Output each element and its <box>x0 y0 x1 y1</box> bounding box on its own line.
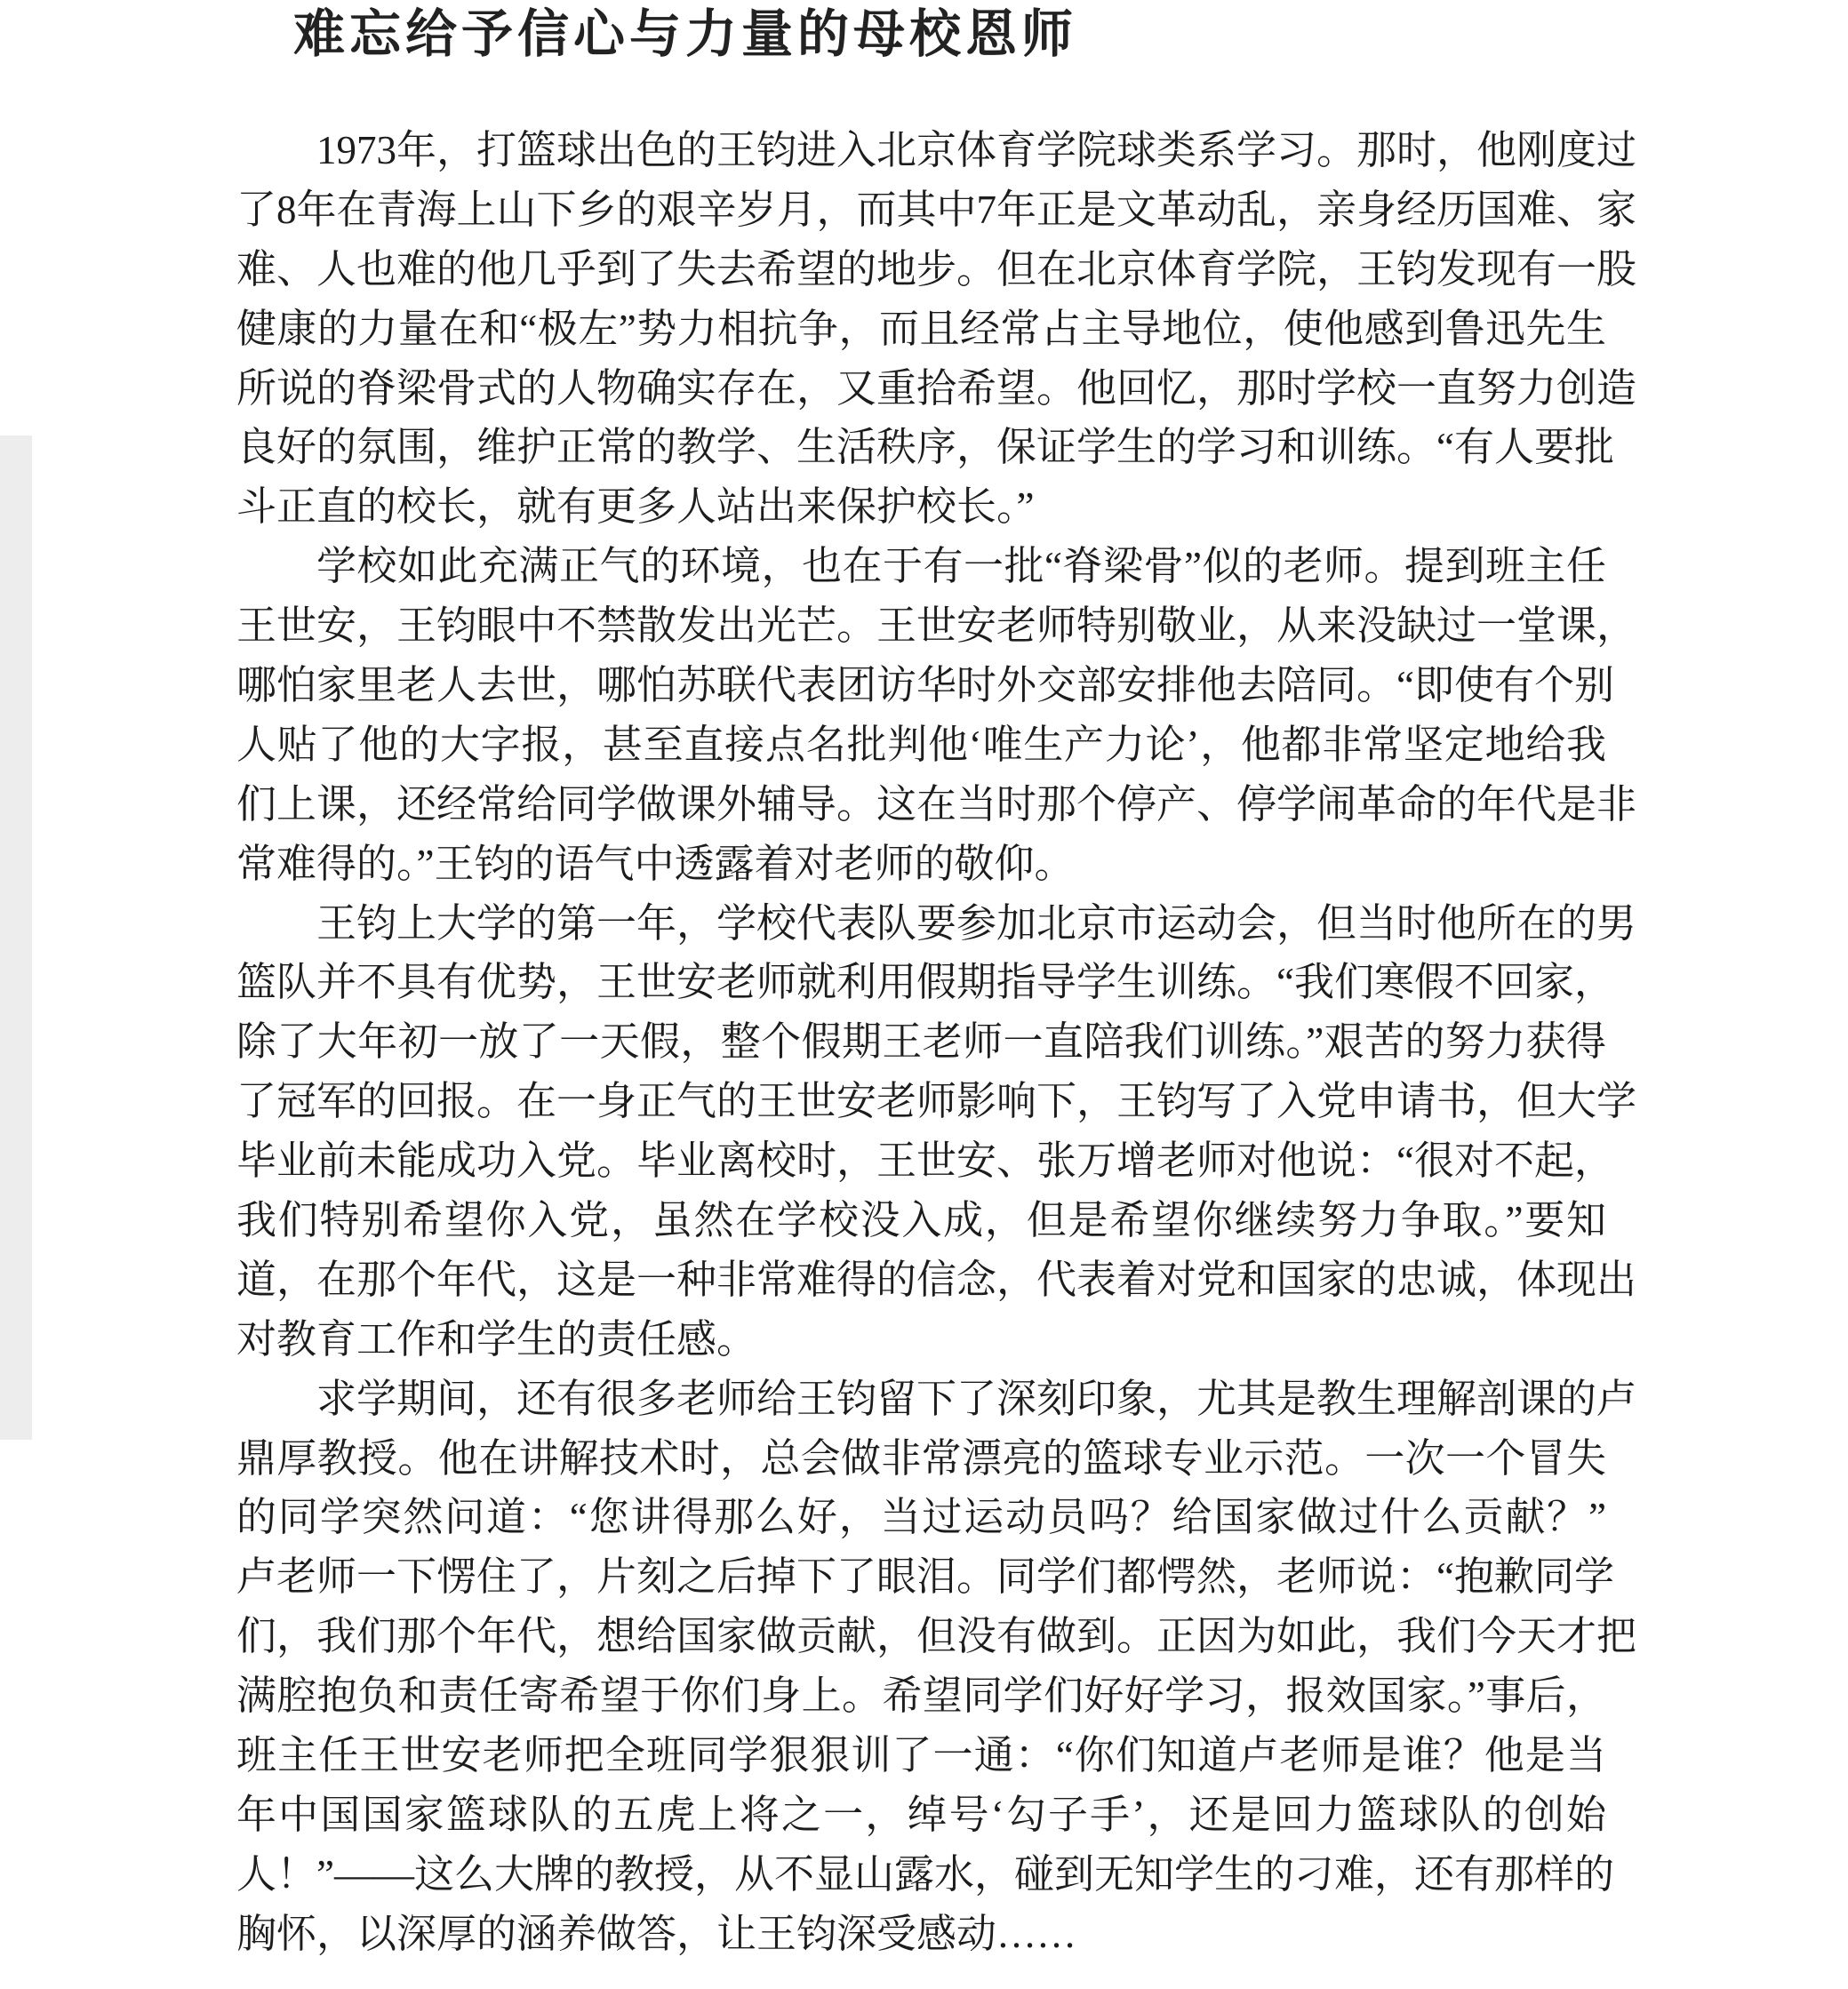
text-line: 满腔抱负和责任寄希望于你们身上。希望同学们好好学习，报效国家。”事后， <box>236 1673 1606 1719</box>
text-line: 道，在那个年代，这是一种非常难得的信念，代表着对党和国家的忠诚，体现出 <box>236 1257 1637 1302</box>
text-line: 对教育工作和学生的责任感。 <box>236 1316 757 1362</box>
text-line: 斗正直的校长，就有更多人站出来保护校长。” <box>236 484 1035 530</box>
text-line: 毕业前未能成功入党。毕业离校时，王世安、张万增老师对他说：“很对不起， <box>236 1138 1614 1184</box>
text-line: 人贴了他的大字报，甚至直接点名批判他‘唯生产力论’，他都非常坚定地给我 <box>236 722 1606 767</box>
text-line: 学校如此充满正气的环境，也在于有一批“脊梁骨”似的老师。提到班主任 <box>316 544 1606 589</box>
text-line: 的同学突然问道：“您讲得那么好，当过运动员吗？给国家做过什么贡献？” <box>236 1495 1606 1540</box>
text-line: 鼎厚教授。他在讲解技术时，总会做非常漂亮的篮球专业示范。一次一个冒失 <box>236 1435 1606 1481</box>
text-line: 篮队并不具有优势，王世安老师就利用假期指导学生训练。“我们寒假不回家， <box>236 960 1614 1005</box>
text-line: 王世安，王钧眼中不禁散发出光芒。王世安老师特别敬业，从来没缺过一堂课， <box>236 603 1637 649</box>
text-line: 求学期间，还有很多老师给王钧留下了深刻印象，尤其是教生理解剖课的卢 <box>316 1376 1637 1421</box>
text-line: 良好的氛围，维护正常的教学、生活秩序，保证学生的学习和训练。“有人要批 <box>236 425 1614 470</box>
text-line: 了8年在青海上山下乡的艰辛岁月，而其中7年正是文革动乱，亲身经历国难、家 <box>236 187 1637 232</box>
page-edge-shadow <box>0 435 32 1440</box>
text-line: 人！”——这么大牌的教授，从不显山露水，碰到无知学生的刁难，还有那样的 <box>236 1851 1614 1897</box>
text-line: 1973年，打篮球出色的王钧进入北京体育学院球类系学习。那时，他刚度过 <box>316 128 1637 172</box>
text-line: 了冠军的回报。在一身正气的王世安老师影响下，王钧写了入党申请书，但大学 <box>236 1079 1637 1124</box>
text-line: 胸怀，以深厚的涵养做答，让王钧深受感动…… <box>236 1911 1077 1956</box>
text-line: 们，我们那个年代，想给国家做贡献，但没有做到。正因为如此，我们今天才把 <box>236 1614 1637 1659</box>
text-line: 们上课，还经常给同学做课外辅导。这在当时那个停产、停学闹革命的年代是非 <box>236 781 1637 827</box>
text-line: 卢老师一下愣住了，片刻之后掉下了眼泪。同学们都愕然，老师说：“抱歉同学 <box>236 1554 1614 1600</box>
text-line: 哪怕家里老人去世，哪怕苏联代表团访华时外交部安排他去陪同。“即使有个别 <box>236 663 1614 708</box>
text-line: 我们特别希望你入党，虽然在学校没入成，但是希望你继续努力争取。”要知 <box>236 1198 1606 1243</box>
text-line: 健康的力量在和“极左”势力相抗争，而且经常占主导地位，使他感到鲁迅先生 <box>236 306 1606 351</box>
text-line: 班主任王世安老师把全班同学狠狠训了一通：“你们知道卢老师是谁？他是当 <box>236 1733 1606 1778</box>
text-line: 除了大年初一放了一天假，整个假期王老师一直陪我们训练。”艰苦的努力获得 <box>236 1019 1606 1065</box>
text-line: 所说的脊梁骨式的人物确实存在，又重拾希望。他回忆，那时学校一直努力创造 <box>236 365 1637 411</box>
page-title: 难忘给予信心与力量的母校恩师 <box>293 4 1078 64</box>
text-line: 王钧上大学的第一年，学校代表队要参加北京市运动会，但当时他所在的男 <box>316 900 1637 946</box>
text-line: 年中国国家篮球队的五虎上将之一，绰号‘勾子手’，还是回力篮球队的创始 <box>236 1792 1606 1837</box>
body-paragraphs <box>236 121 1637 1964</box>
text-line: 常难得的。”王钧的语气中透露着对老师的敬仰。 <box>236 841 1075 886</box>
text-line: 难、人也难的他几乎到了失去希望的地步。但在北京体育学院，王钧发现有一股 <box>236 246 1637 292</box>
